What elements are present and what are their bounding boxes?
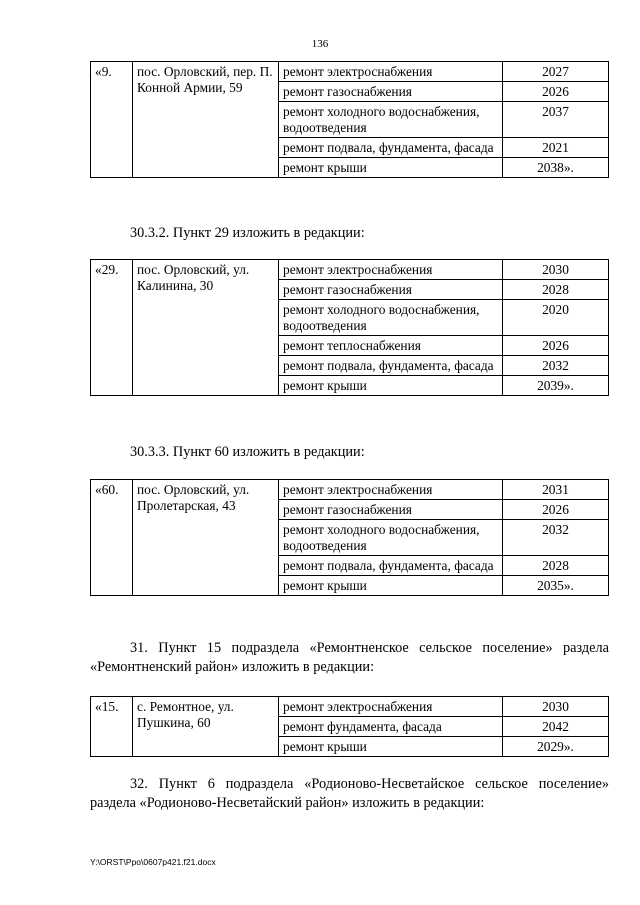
item-number: «9. <box>91 62 133 178</box>
year-cell: 2031 <box>503 480 609 500</box>
year-cell: 2028 <box>503 280 609 300</box>
year-cell: 2035». <box>503 576 609 596</box>
work-type-cell: ремонт теплоснабжения <box>279 336 503 356</box>
work-type-cell: ремонт электроснабжения <box>279 260 503 280</box>
repair-table-item-29 <box>90 259 609 396</box>
work-type-cell: ремонт подвала, фундамента, фасада <box>279 356 503 376</box>
address-cell: с. Ремонтное, ул. Пушкина, 60 <box>133 697 279 757</box>
work-type-cell: ремонт крыши <box>279 737 503 757</box>
year-cell: 2028 <box>503 556 609 576</box>
year-cell: 2030 <box>503 260 609 280</box>
table-row <box>91 697 609 717</box>
address-cell: пос. Орловский, пер. П. Конной Армии, 59 <box>133 62 279 178</box>
year-cell: 2042 <box>503 717 609 737</box>
paragraph-31: 31. Пункт 15 подраздела «Ремонтненское сельское поселение» раздела «Ремонтненский район» изложить в редакции: <box>90 640 609 675</box>
year-cell: 2026 <box>503 336 609 356</box>
work-type-cell: ремонт электроснабжения <box>279 480 503 500</box>
paragraph-30-3-3: 30.3.3. Пункт 60 изложить в редакции: <box>130 444 365 460</box>
repair-table-item-15 <box>90 696 609 757</box>
address-cell: пос. Орловский, ул. Пролетарская, 43 <box>133 480 279 596</box>
year-cell: 2029». <box>503 737 609 757</box>
year-cell: 2020 <box>503 300 609 336</box>
table-row <box>91 62 609 82</box>
repair-table-item-60 <box>90 479 609 596</box>
work-type-cell: ремонт холодного водоснабжения, водоотведения <box>279 520 503 556</box>
table-row <box>91 480 609 500</box>
work-type-cell: ремонт крыши <box>279 576 503 596</box>
year-cell: 2027 <box>503 62 609 82</box>
year-cell: 2039». <box>503 376 609 396</box>
work-type-cell: ремонт фундамента, фасада <box>279 717 503 737</box>
file-path-footer: Y:\ORST\Ppo\0607p421.f21.docx <box>90 857 216 867</box>
paragraph-32: 32. Пункт 6 подраздела «Родионово-Несветайское сельское поселение» раздела «Родионово-Несветайский район» изложить в редакции: <box>90 776 609 811</box>
work-type-cell: ремонт подвала, фундамента, фасада <box>279 138 503 158</box>
work-type-cell: ремонт электроснабжения <box>279 62 503 82</box>
work-type-cell: ремонт подвала, фундамента, фасада <box>279 556 503 576</box>
item-number: «60. <box>91 480 133 596</box>
year-cell: 2030 <box>503 697 609 717</box>
work-type-cell: ремонт крыши <box>279 158 503 178</box>
work-type-cell: ремонт газоснабжения <box>279 500 503 520</box>
year-cell: 2021 <box>503 138 609 158</box>
repair-table-item-9 <box>90 61 609 178</box>
work-type-cell: ремонт холодного водоснабжения, водоотведения <box>279 102 503 138</box>
paragraph-30-3-2: 30.3.2. Пункт 29 изложить в редакции: <box>130 225 365 241</box>
page-number: 136 <box>311 38 329 50</box>
year-cell: 2026 <box>503 500 609 520</box>
year-cell: 2037 <box>503 102 609 138</box>
item-number: «29. <box>91 260 133 396</box>
work-type-cell: ремонт холодного водоснабжения, водоотведения <box>279 300 503 336</box>
year-cell: 2026 <box>503 82 609 102</box>
table-row <box>91 260 609 280</box>
address-cell: пос. Орловский, ул. Калинина, 30 <box>133 260 279 396</box>
work-type-cell: ремонт крыши <box>279 376 503 396</box>
work-type-cell: ремонт электроснабжения <box>279 697 503 717</box>
year-cell: 2032 <box>503 356 609 376</box>
work-type-cell: ремонт газоснабжения <box>279 280 503 300</box>
year-cell: 2032 <box>503 520 609 556</box>
item-number: «15. <box>91 697 133 757</box>
year-cell: 2038». <box>503 158 609 178</box>
work-type-cell: ремонт газоснабжения <box>279 82 503 102</box>
